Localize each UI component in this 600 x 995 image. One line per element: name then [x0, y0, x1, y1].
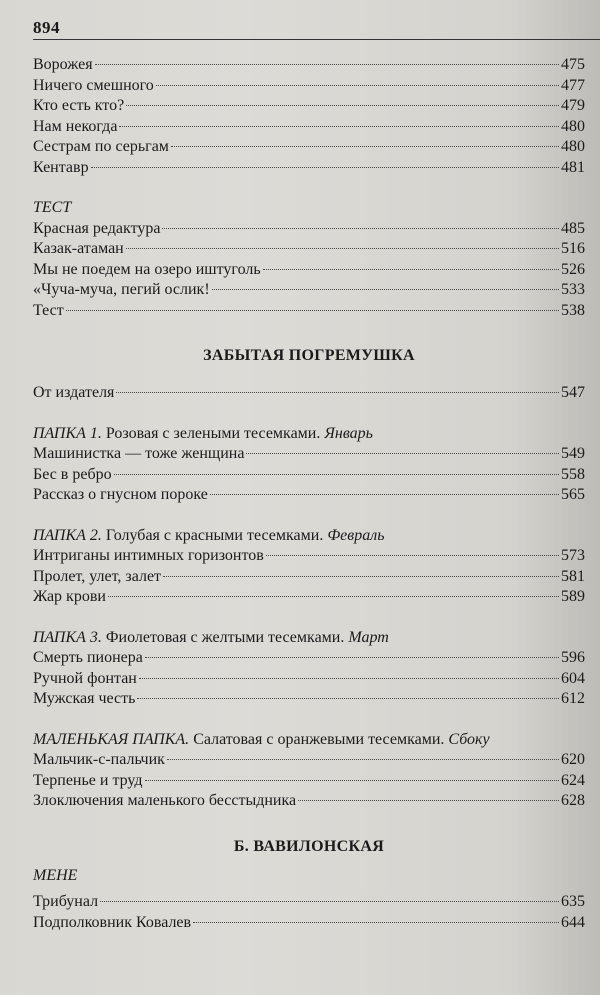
- folder-month: Сбоку: [448, 730, 490, 748]
- dot-leader: [95, 64, 559, 65]
- dot-leader: [156, 85, 559, 86]
- folder-label: ПАПКА 3.: [33, 628, 102, 646]
- entry-page: 589: [561, 588, 585, 605]
- dot-leader: [162, 228, 559, 229]
- dot-leader: [137, 698, 559, 699]
- toc-entry: [33, 669, 585, 690]
- entry-title: Красная редактура: [33, 219, 161, 237]
- folder-desc: Фиолетовая с желтыми тесемками.: [105, 628, 345, 646]
- toc-entry: [33, 76, 585, 97]
- folder-heading: [33, 526, 585, 547]
- entry-title: Пролет, улет, залет: [33, 567, 162, 585]
- toc-entry: [33, 791, 585, 812]
- entry-title: Мальчик-с-пальчик: [33, 751, 165, 768]
- dot-leader: [210, 494, 559, 495]
- toc-entry: [33, 55, 585, 76]
- toc-entry: [33, 771, 585, 792]
- toc-entry: [33, 117, 585, 138]
- toc-entry: [33, 689, 585, 710]
- entry-page: 516: [561, 240, 585, 257]
- entry-title: Машинистка — тоже женщина: [33, 445, 245, 462]
- entry-title: Смерть пионера: [33, 649, 143, 666]
- toc-entry: [33, 444, 585, 465]
- dot-leader: [266, 555, 559, 556]
- folder-month: Февраль: [327, 526, 385, 544]
- toc-entry: [33, 648, 585, 669]
- toc-entry: [33, 260, 585, 281]
- folder-heading: [33, 628, 585, 649]
- entry-page: 628: [561, 792, 585, 809]
- entry-title: Мужская честь: [33, 690, 136, 707]
- entry-page: 526: [561, 260, 585, 278]
- entry-page: 581: [561, 567, 585, 585]
- entry-page: 604: [561, 669, 585, 687]
- entry-title: Кто есть кто?: [33, 97, 125, 114]
- entry-title: Жар крови: [33, 588, 106, 605]
- section-label-mene: МЕНЕ: [33, 866, 78, 884]
- toc-entry: [33, 219, 585, 240]
- toc-entry: [33, 239, 585, 260]
- dot-leader: [171, 146, 559, 147]
- dot-leader: [114, 474, 559, 475]
- entry-page: 533: [561, 281, 585, 298]
- entry-title: Ручной фонтан: [33, 669, 137, 687]
- entry-title: Кентавр: [33, 158, 89, 176]
- folder-desc: Салатовая с оранжевыми тесемками.: [193, 730, 445, 748]
- folder-heading: [33, 730, 585, 751]
- dot-leader: [145, 657, 559, 658]
- toc-entry: [33, 383, 585, 404]
- dot-leader: [298, 800, 559, 801]
- entry-title: Ничего смешного: [33, 76, 154, 94]
- entry-page: 624: [561, 771, 585, 789]
- folder-label: МАЛЕНЬКАЯ ПАПКА.: [33, 730, 190, 748]
- entry-page: 485: [561, 219, 585, 237]
- entry-title: Сестрам по серьгам: [33, 138, 169, 155]
- dot-leader: [167, 759, 559, 760]
- folder-desc: Розовая с зелеными тесемками.: [105, 424, 321, 442]
- dot-leader: [91, 167, 559, 168]
- dot-leader: [126, 105, 559, 106]
- toc-entry: [33, 546, 585, 567]
- toc-entry: [33, 301, 585, 322]
- toc-entry: [33, 96, 585, 117]
- folder-desc: Голубая с красными тесемками.: [105, 526, 324, 544]
- section-label-test: ТЕСТ: [33, 199, 72, 216]
- entry-title: Рассказ о гнусном пороке: [33, 486, 208, 503]
- dot-leader: [116, 392, 559, 393]
- entry-title: «Чуча-муча, пегий ослик!: [33, 281, 210, 298]
- entry-page: 565: [561, 486, 585, 503]
- toc-entry: [33, 158, 585, 179]
- dot-leader: [163, 576, 559, 577]
- entry-page: 620: [561, 751, 585, 768]
- dot-leader: [193, 922, 559, 923]
- entry-page: 596: [561, 649, 585, 666]
- table-of-contents: [33, 55, 585, 933]
- dot-leader: [212, 289, 559, 290]
- entry-title: Тест: [33, 301, 64, 319]
- entry-page: 573: [561, 547, 585, 564]
- dot-leader: [126, 248, 559, 249]
- entry-title: Трибунал: [33, 893, 99, 910]
- entry-page: 547: [561, 384, 585, 401]
- entry-title: Интриганы интимных горизонтов: [33, 547, 264, 564]
- dot-leader: [100, 901, 559, 902]
- dot-leader: [246, 453, 559, 454]
- entry-page: 612: [561, 690, 585, 707]
- dot-leader: [139, 678, 559, 679]
- toc-entry: [33, 465, 585, 486]
- toc-entry: [33, 913, 585, 934]
- dot-leader: [145, 780, 559, 781]
- entry-title: Подполковник Ковалев: [33, 913, 192, 931]
- header-rule: [33, 39, 600, 40]
- entry-title: Ворожея: [33, 56, 93, 73]
- entry-page: 480: [561, 138, 585, 155]
- entry-page: 475: [561, 56, 585, 73]
- entry-page: 479: [561, 97, 585, 114]
- toc-entry: [33, 280, 585, 301]
- folder-month: Январь: [324, 424, 373, 442]
- entry-title: Терпенье и труд: [33, 771, 143, 789]
- entry-page: 635: [561, 893, 585, 910]
- entry-title: Злоключения маленького бесстыдника: [33, 792, 297, 809]
- entry-page: 480: [561, 117, 585, 135]
- entry-page: 549: [561, 445, 585, 462]
- folder-heading: [33, 424, 585, 445]
- entry-page: 558: [561, 465, 585, 483]
- entry-title: От издателя: [33, 384, 115, 401]
- folder-month: Март: [348, 628, 389, 646]
- toc-entry: [33, 567, 585, 588]
- toc-entry: [33, 485, 585, 506]
- dot-leader: [108, 596, 559, 597]
- entry-page: 477: [561, 76, 585, 94]
- entry-title: Казак-атаман: [33, 240, 124, 257]
- toc-entry: [33, 750, 585, 771]
- toc-entry: [33, 892, 585, 913]
- toc-entry: [33, 587, 585, 608]
- folder-label: ПАПКА 1.: [33, 424, 102, 442]
- toc-entry: [33, 137, 585, 158]
- dot-leader: [66, 310, 559, 311]
- dot-leader: [263, 269, 559, 270]
- folder-label: ПАПКА 2.: [33, 526, 102, 544]
- entry-page: 644: [561, 913, 585, 931]
- part-title-babylonian: Б. ВАВИЛОНСКАЯ: [233, 837, 385, 855]
- dot-leader: [119, 126, 559, 127]
- entry-title: Мы не поедем на озеро иштуголь: [33, 260, 261, 278]
- entry-title: Нам некогда: [33, 117, 118, 135]
- page-number: 894: [33, 18, 60, 37]
- entry-page: 481: [561, 158, 585, 176]
- entry-title: Бес в ребро: [33, 465, 112, 483]
- part-title-forgotten-rattle: ЗАБЫТАЯ ПОГРЕМУШКА: [203, 347, 415, 364]
- entry-page: 538: [561, 301, 585, 319]
